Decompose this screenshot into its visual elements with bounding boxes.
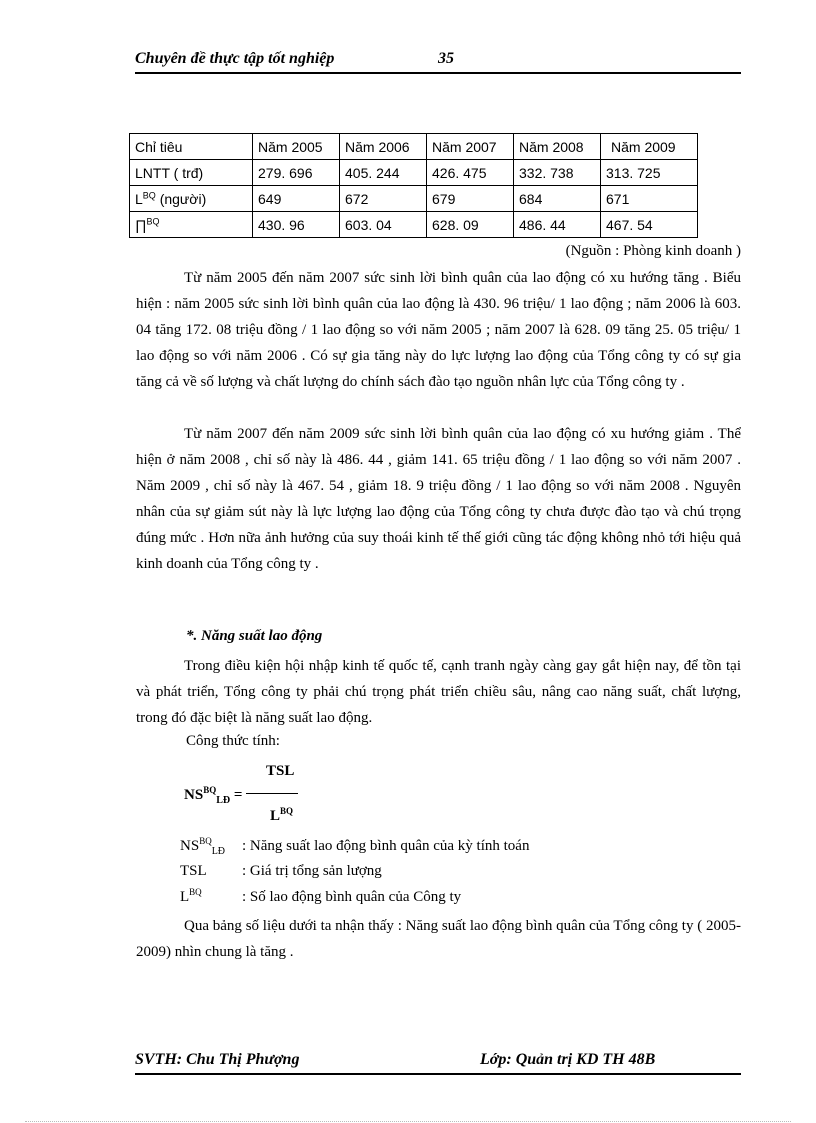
page-footer bbox=[135, 1051, 741, 1075]
table-cell: 467. 54 bbox=[601, 212, 698, 238]
table-row bbox=[130, 160, 698, 186]
section-heading: *. Năng suất lao động bbox=[186, 628, 323, 644]
table-row bbox=[130, 186, 698, 212]
legend-description: : Năng suất lao động bình quân của kỳ tính toán bbox=[242, 838, 530, 854]
fraction-bar bbox=[246, 793, 298, 794]
table-header-cell: Chỉ tiêu bbox=[130, 134, 253, 160]
row-label: ∏$^{BQ}$ bbox=[130, 212, 253, 238]
table-header-cell: Năm 2007 bbox=[427, 134, 514, 160]
table-cell: 603. 04 bbox=[340, 212, 427, 238]
header-title: Chuyên đề thực tập tốt nghiệp bbox=[135, 50, 335, 67]
table-cell: 486. 44 bbox=[514, 212, 601, 238]
table-cell: 332. 738 bbox=[514, 160, 601, 186]
table-header-cell: Năm 2006 bbox=[340, 134, 427, 160]
row-label: $L^{BQ}$ (người) bbox=[130, 186, 253, 212]
formula-label: Công thức tính: bbox=[186, 733, 280, 749]
footer-student: SVTH: Chu Thị Phượng bbox=[135, 1051, 300, 1068]
legend-symbol: TSL bbox=[180, 863, 207, 879]
table-cell: 684 bbox=[514, 186, 601, 212]
paragraph-profit-decrease bbox=[136, 421, 741, 577]
table-cell: 405. 244 bbox=[340, 160, 427, 186]
table-header-cell: Năm 2008 bbox=[514, 134, 601, 160]
profit-per-worker-table bbox=[129, 133, 698, 238]
formula-denominator: $L^{BQ}$ bbox=[270, 806, 294, 824]
formula-lhs: $NS^{BQ}_{LĐ}$ = bbox=[184, 785, 243, 806]
page-number: 35 bbox=[438, 50, 454, 67]
table-cell: 279. 696 bbox=[253, 160, 340, 186]
formula-numerator: TSL bbox=[266, 763, 295, 779]
paragraph-profit-increase bbox=[136, 265, 741, 395]
legend-symbol: $NS^{BQ}_{LĐ}$ bbox=[180, 836, 226, 857]
table-cell: 679 bbox=[427, 186, 514, 212]
paragraph-conclusion bbox=[136, 913, 741, 965]
source-note: (Nguồn : Phòng kinh doanh ) bbox=[565, 243, 741, 259]
page-header bbox=[135, 50, 741, 74]
paragraph-text: Trong điều kiện hội nhập kinh tế quốc tế, cạnh tranh ngày càng gay gắt hiện nay, để tồn tại và phát triển, Tổng công ty phải chú trọng phát triển chiều sâu, nâng cao năng suất, chất lượng, trong đó đặc biệt là năng suất lao động. bbox=[136, 658, 741, 726]
paragraph-text: Qua bảng số liệu dưới ta nhận thấy : Năng suất lao động bình quân của Tổng công ty ( 2005- 2009) nhìn chung là tăng . bbox=[136, 918, 741, 960]
footer-class: Lớp: Quản trị KD TH 48B bbox=[480, 1051, 656, 1068]
table-header-row bbox=[130, 134, 698, 160]
table-header-cell: Năm 2005 bbox=[253, 134, 340, 160]
row-label: LNTT ( trđ) bbox=[130, 160, 253, 186]
paragraph-text: Từ năm 2007 đến năm 2009 sức sinh lời bình quân của lao động có xu hướng giảm . Thể hiện ở năm 2008 , chỉ số này là 486. 44 , giảm 141. 65 triệu đồng / 1 lao động so với năm 2007 . Năm 2009 , chỉ số này là 467. 54 , giảm 18. 9 triệu đồng / 1 lao động so với năm 2008 . Nguyên nhân của sự giảm sút này là lực lượng lao động của Tổng công ty chưa được đào tạo và chú trọng đúng mức . Hơn nữa ảnh hưởng của suy thoái kinh tế thế giới cũng tác động không nhỏ tới hiệu quả kinh doanh của Tổng công ty . bbox=[136, 426, 741, 572]
paragraph-productivity-intro bbox=[136, 653, 741, 731]
table-cell: 628. 09 bbox=[427, 212, 514, 238]
table-cell: 426. 475 bbox=[427, 160, 514, 186]
page-edge-divider bbox=[25, 1121, 791, 1122]
legend-description: : Số lao động bình quân của Công ty bbox=[242, 889, 462, 905]
table-cell: 649 bbox=[253, 186, 340, 212]
legend-description: : Giá trị tổng sản lượng bbox=[242, 863, 382, 879]
table-cell: 430. 96 bbox=[253, 212, 340, 238]
table-row bbox=[130, 212, 698, 238]
table-header-cell: Năm 2009 bbox=[601, 134, 698, 160]
paragraph-text: Từ năm 2005 đến năm 2007 sức sinh lời bình quân của lao động có xu hướng tăng . Biểu hiện : năm 2005 sức sinh lời bình quân của lao động là 430. 96 triệu/ 1 lao động ; năm 2006 là 603. 04 tăng 172. 08 triệu đồng / 1 lao động so với năm 2005 ; năm 2007 là 628. 09 tăng 25. 05 triệu/ 1 lao động so với năm 2006 . Có sự gia tăng này do lực lượng lao động của Tổng công ty có sự gia tăng cả về số lượng và chất lượng do chính sách đào tạo nguồn nhân lực của Tổng công ty . bbox=[136, 270, 741, 390]
table-cell: 672 bbox=[340, 186, 427, 212]
table-cell: 313. 725 bbox=[601, 160, 698, 186]
table-cell: 671 bbox=[601, 186, 698, 212]
legend-symbol: $L^{BQ}$ bbox=[180, 887, 202, 905]
